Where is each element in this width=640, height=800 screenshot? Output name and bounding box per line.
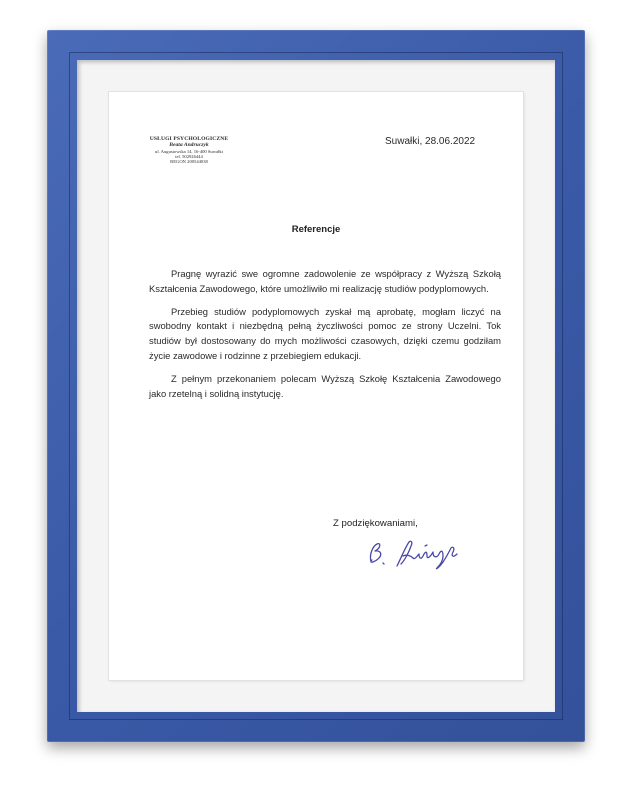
stamp-regon: REGON 200544038 (170, 159, 208, 165)
stamp-address: ul. Augustowska 14, 16-400 Suwałki (155, 148, 223, 154)
reference-letter (109, 92, 523, 680)
passe-partout-mat (77, 60, 555, 712)
handwritten-signature (361, 534, 491, 574)
picture-frame (47, 30, 585, 742)
letter-title: Referencje (291, 224, 341, 235)
paragraph-1: Pragnę wyrazić swe ogromne zadowolenie ze współpracy z Wyższą Szkołą Kształcenia Zawodowego, które umożliwiło mi realizację studiów podyplomowych. (149, 268, 501, 294)
stamp-company-type: USŁUGI PSYCHOLOGICZNE (149, 136, 229, 142)
paragraph-2: Przebieg studiów podyplomowych zyskał mą aprobatę, mogłam liczyć na swobodny kontakt i niezbędną pełną życzliwości pomoc ze strony Uczelni. Tok studiów był dostosowany do mych możliwości czasowych, dzięki czemu godziłam życie zawodowe i rodzinne z przebiegiem edukacji. (149, 305, 501, 361)
stamp-phone: tel. 502926444 (175, 154, 203, 160)
paragraph-3: Z pełnym przekonaniem polecam Wyższą Szkołę Kształcenia Zawodowego jako rzetelną i solidną instytucję. (149, 372, 501, 399)
stamp-owner-name: Beata Andruczyk (169, 142, 209, 149)
letter-closing: Z podziękowaniami, (333, 518, 418, 529)
company-stamp (139, 136, 239, 165)
letter-date: Suwałki, 28.06.2022 (385, 136, 476, 147)
letter-body (149, 267, 501, 409)
